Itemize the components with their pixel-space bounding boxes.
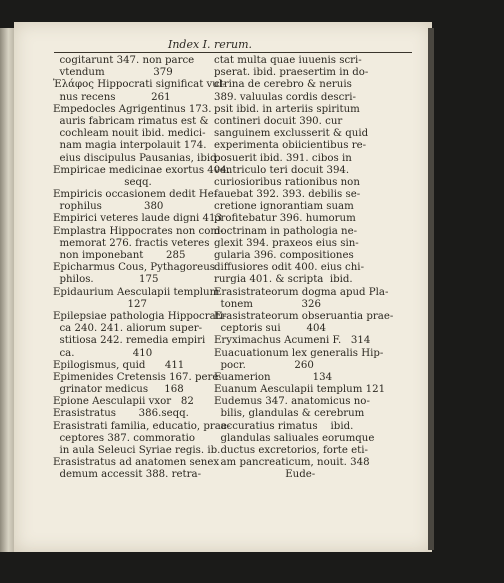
index-line: eius discipulus Pausanias, ibid. — [53, 152, 220, 164]
index-line: Emplastra Hippocrates non com- — [53, 225, 224, 237]
index-line: cogitarunt 347. non parce — [53, 55, 195, 66]
index-line: Empirici veteres laude digni 413 — [53, 213, 222, 225]
index-line: ca 240. 241. aliorum super- — [53, 323, 203, 335]
index-line: Erasistrateorum dogma apud Pla- — [214, 286, 389, 298]
index-line: fauebat 392. 393. debilis se- — [214, 189, 361, 201]
index-line: demum accessit 388. retra- — [53, 469, 202, 481]
index-line: 127 — [53, 298, 147, 310]
index-line: cochleam nouit ibid. medici- — [53, 128, 206, 140]
index-line: accuratius rimatus ibid. — [214, 420, 354, 432]
index-line: ductus excretorios, forte eti- — [214, 445, 368, 456]
index-line: ca. 410 — [53, 347, 153, 359]
index-line: non imponebant 285 — [53, 250, 186, 261]
index-line: memorat 276. fractis veteres — [53, 237, 210, 249]
index-line: Empiricae medicinae exortus 404. — [53, 164, 230, 176]
index-line: Erasistratus 386.seqq. — [53, 408, 189, 420]
index-line: Epicharmus Cous, Pythagoreus — [53, 262, 215, 274]
index-line: experimenta obiicientibus re- — [214, 140, 367, 152]
page-shadow — [428, 28, 434, 550]
index-line: in aula Seleuci Syriae regis. ib. — [53, 445, 221, 456]
header-rule — [54, 52, 412, 53]
index-line: rurgia 401. & scripta ibid. — [214, 274, 353, 286]
index-line: bilis, glandulas & cerebrum — [214, 408, 365, 420]
index-line: am pancreaticum, nouit. 348 — [214, 457, 370, 469]
index-line: sanguinem exclusserit & quid — [214, 128, 369, 140]
index-line: Euanum Aesculapii templum 121 — [214, 384, 386, 396]
index-line: profitebatur 396. humorum — [214, 213, 356, 225]
index-line: glexit 394. praxeos eius sin- — [214, 237, 359, 249]
index-line: philos. 175 — [53, 274, 159, 286]
index-line: Empedocles Agrigentinus 173. — [53, 103, 212, 115]
index-line: vtendum 379 — [53, 67, 173, 79]
index-line: Epione Aesculapii vxor 82 — [53, 396, 194, 408]
index-line: diffusiores odit 400. eius chi- — [214, 262, 365, 274]
index-line: Erasistrati familia, educatio, prae- — [53, 420, 231, 432]
index-line: Eude- — [214, 469, 316, 481]
index-line: ctrina de cerebro & neruis — [214, 79, 352, 91]
index-line: ctat multa quae iuuenis scri- — [214, 55, 362, 66]
index-line: Euacuationum lex generalis Hip- — [214, 347, 384, 359]
index-line: Eudemus 347. anatomicus no- — [214, 396, 370, 408]
index-line: posuerit ibid. 391. cibos in — [214, 152, 352, 164]
index-line: pocr. 260 — [214, 359, 314, 371]
index-line: nus recens 261 — [53, 91, 171, 103]
index-line: Erasistrateorum obseruantia prae- — [214, 310, 394, 322]
index-line: Empiricis occasionem dedit He- — [53, 189, 218, 201]
index-line: 389. valuulas cordis descri- — [214, 91, 356, 103]
index-line: nam magia interpolauit 174. — [53, 140, 207, 152]
index-line: cretione ignorantiam suam — [214, 201, 354, 213]
index-line: pserat. ibid. praesertim in do- — [214, 67, 369, 79]
index-line: ceptoris sui 404 — [214, 323, 326, 335]
previous-page-edge — [0, 28, 14, 552]
index-line: psit ibid. in arteriis spiritum — [214, 103, 360, 115]
index-line: doctrinam in pathologia ne- — [214, 225, 358, 237]
index-line: auris fabricam rimatus est & — [53, 115, 209, 127]
index-line: Epidaurium Aesculapii templum — [53, 286, 220, 298]
index-line: gularia 396. compositiones — [214, 250, 354, 261]
index-line: Epimenides Cretensis 167. pere- — [53, 371, 222, 383]
index-line: Erasistratus ad anatomen senex — [53, 457, 220, 469]
index-line: seqq. — [53, 176, 152, 188]
index-line: rophilus 380 — [53, 201, 164, 213]
index-line: Ἐλάφος Hippocrati significat vul- — [53, 79, 226, 91]
index-line: stitiosa 242. remedia empiri — [53, 335, 206, 347]
index-line: Epilogismus, quid 411 — [53, 359, 185, 371]
index-line: tonem 326 — [214, 298, 321, 310]
index-line: grinator medicus 168 — [53, 384, 184, 396]
running-header: Index I. rerum. — [167, 38, 253, 51]
index-line: curiosioribus rationibus non — [214, 176, 360, 188]
index-line: Eryximachus Acumeni F. 314 — [214, 335, 371, 347]
index-line: glandulas saliuales eorumque — [214, 432, 375, 444]
index-line: ventriculo teri docuit 394. — [214, 164, 350, 176]
index-line: Epilepsiae pathologia Hippocrati- — [53, 310, 227, 322]
index-column-right — [214, 55, 394, 482]
index-line: contineri docuit 390. cur — [214, 115, 343, 127]
index-line: ceptores 387. commoratio — [53, 432, 195, 444]
index-line: Euamerion 134 — [214, 371, 333, 383]
index-column-left — [53, 55, 231, 482]
